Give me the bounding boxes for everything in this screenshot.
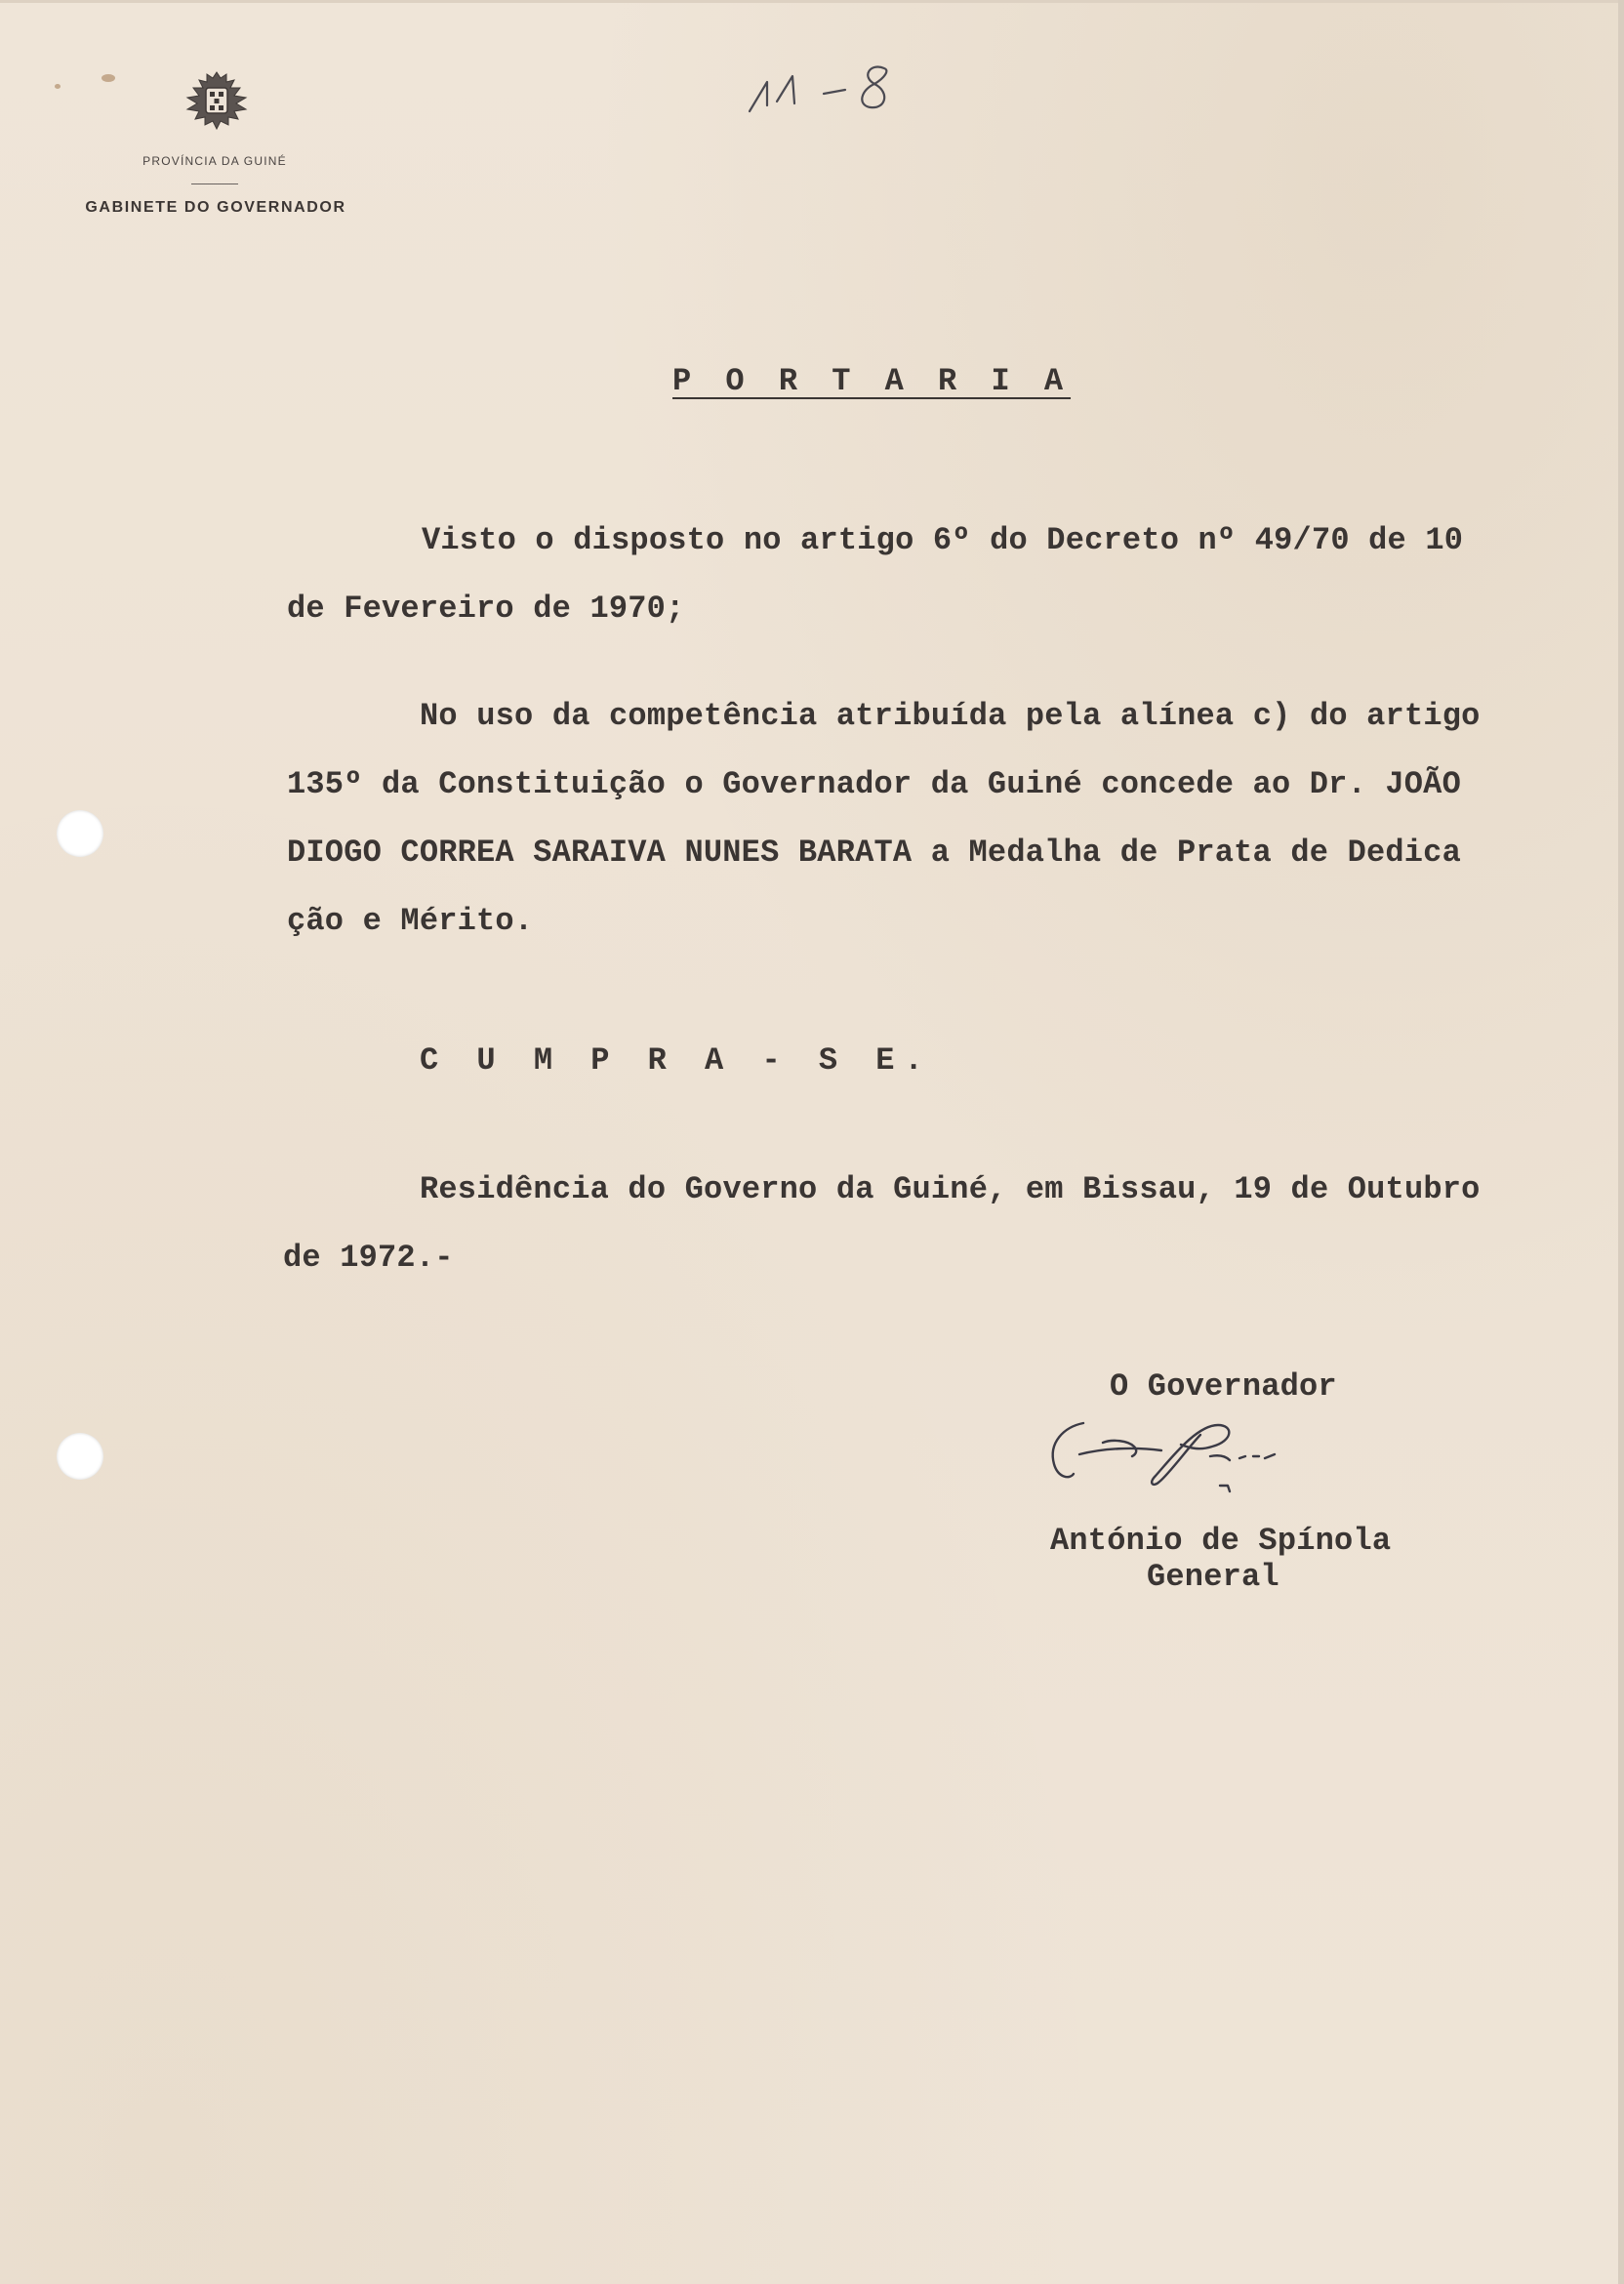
document-title: P O R T A R I A <box>672 363 1072 399</box>
paper-edge-right <box>1618 0 1624 2284</box>
paragraph-2-line-2: 135º da Constituição o Governador da Guiné concede ao Dr. JOÃO <box>287 766 1461 802</box>
command-cumpra-se: C U M P R A - S E. <box>420 1042 933 1079</box>
punch-hole <box>57 1433 103 1480</box>
handwritten-signature <box>1044 1406 1337 1513</box>
punch-hole <box>57 810 103 857</box>
paper-stain <box>55 84 61 89</box>
paper-edge-top <box>0 0 1624 3</box>
office-name: GABINETE DO GOVERNADOR <box>85 199 346 216</box>
paper-stain <box>102 74 115 82</box>
paragraph-2-line-1: No uso da competência atribuída pela alínea c) do artigo <box>420 698 1481 734</box>
place-date-line-2: de 1972.- <box>283 1240 454 1276</box>
coat-of-arms-icon <box>176 68 258 133</box>
signatory-rank: General <box>1147 1559 1279 1595</box>
paragraph-1-line-1: Visto o disposto no artigo 6º do Decreto nº 49/70 de 10 <box>422 522 1464 558</box>
place-date-line-1: Residência do Governo da Guiné, em Bissau, 19 de Outubro <box>420 1171 1481 1207</box>
paragraph-1-line-2: de Fevereiro de 1970; <box>287 591 685 627</box>
province-name: PROVÍNCIA DA GUINÉ <box>142 154 287 168</box>
paragraph-2-line-4: ção e Mérito. <box>287 903 534 939</box>
signatory-role: O Governador <box>1110 1368 1337 1405</box>
handwritten-reference <box>738 47 933 135</box>
paragraph-2-line-3: DIOGO CORREA SARAIVA NUNES BARATA a Medalha de Prata de Dedica <box>287 835 1461 871</box>
signatory-name: António de Spínola <box>1050 1523 1392 1559</box>
